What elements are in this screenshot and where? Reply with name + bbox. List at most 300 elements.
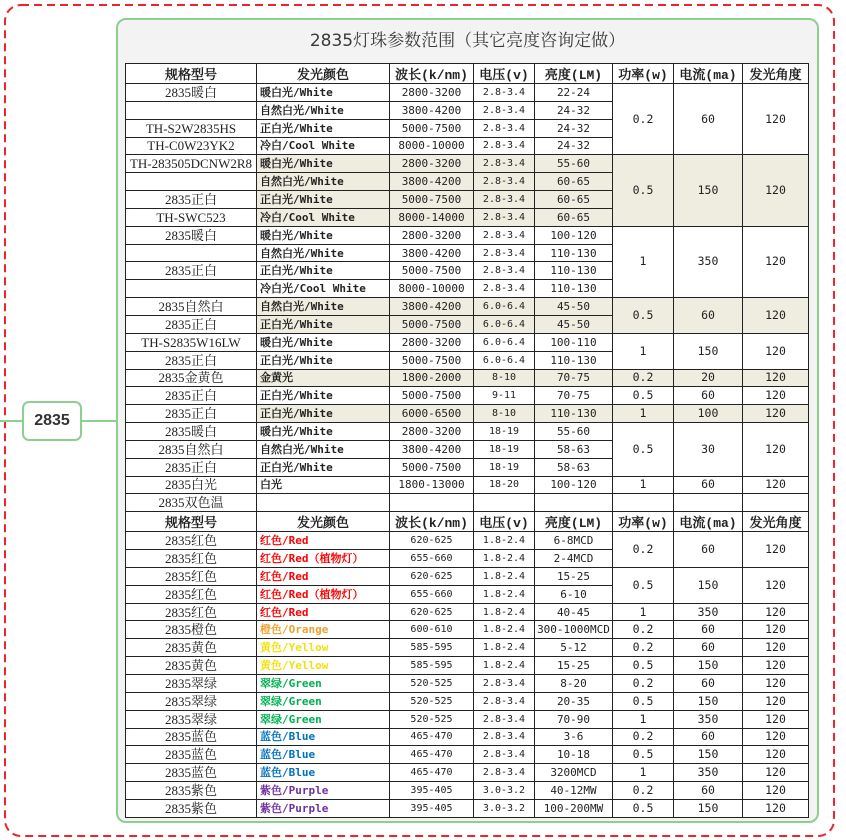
current-cell: 60	[674, 675, 743, 693]
model-cell: 2835蓝色	[126, 764, 257, 782]
model-cell: 2835红色	[126, 550, 257, 568]
power-cell: 0.5	[613, 567, 674, 603]
voltage-cell: 1.8-2.4	[474, 621, 535, 639]
angle-cell: 120	[743, 298, 809, 334]
brightness-cell: 40-12MW	[535, 782, 613, 800]
brightness-cell: 110-130	[535, 405, 613, 423]
color-cell: 黄色/Yellow	[257, 639, 390, 657]
current-cell: 60	[674, 532, 743, 568]
brightness-cell: 15-25	[535, 657, 613, 675]
power-cell: 0.2	[613, 728, 674, 746]
power-cell: 0.5	[613, 746, 674, 764]
brightness-cell: 100-110	[535, 333, 613, 351]
model-cell: 2835翠绿	[126, 710, 257, 728]
color-cell: 正白光/White	[257, 119, 390, 137]
color-cell: 紫色/Purple	[257, 799, 390, 817]
voltage-cell: 18-19	[474, 458, 535, 476]
table-row	[126, 423, 809, 441]
angle-cell: 120	[743, 476, 809, 494]
current-cell: 60	[674, 621, 743, 639]
wavelength-cell: 2800-3200	[390, 333, 474, 351]
model-cell: TH-S2W2835HS	[126, 119, 257, 137]
color-cell: 翠绿/Green	[257, 692, 390, 710]
color-cell: 蓝色/Blue	[257, 728, 390, 746]
brightness-cell: 100-200MW	[535, 799, 613, 817]
wavelength-cell	[390, 494, 474, 512]
angle-cell: 120	[743, 226, 809, 297]
table-row	[126, 692, 809, 710]
current-cell: 150	[674, 567, 743, 603]
brightness-cell: 58-63	[535, 458, 613, 476]
current-cell: 60	[674, 476, 743, 494]
wavelength-cell: 620-625	[390, 532, 474, 550]
color-cell: 自然白光/White	[257, 101, 390, 119]
brightness-cell: 110-130	[535, 244, 613, 262]
table-row	[126, 84, 809, 102]
voltage-cell: 6.0-6.4	[474, 298, 535, 316]
model-cell: TH-283505DCNW2R8	[126, 155, 257, 173]
current-cell: 60	[674, 84, 743, 155]
wavelength-cell: 8000-14000	[390, 208, 474, 226]
voltage-cell: 2.8-3.4	[474, 208, 535, 226]
wavelength-cell: 5000-7500	[390, 458, 474, 476]
brightness-cell: 40-45	[535, 603, 613, 621]
current-cell: 350	[674, 603, 743, 621]
color-cell: 正白光/White	[257, 191, 390, 209]
model-cell: 2835蓝色	[126, 728, 257, 746]
table-row	[126, 675, 809, 693]
wavelength-cell: 3800-4200	[390, 244, 474, 262]
model-cell: 2835暖白	[126, 226, 257, 244]
wavelength-cell: 2800-3200	[390, 226, 474, 244]
voltage-cell: 2.8-3.4	[474, 675, 535, 693]
power-cell	[613, 494, 674, 512]
power-cell: 0.2	[613, 621, 674, 639]
wavelength-cell: 655-660	[390, 550, 474, 568]
wavelength-cell: 395-405	[390, 782, 474, 800]
table-row	[126, 764, 809, 782]
angle-cell: 120	[743, 405, 809, 423]
model-cell: 2835红色	[126, 567, 257, 585]
color-cell: 暖白光/White	[257, 423, 390, 441]
voltage-cell: 3.0-3.2	[474, 799, 535, 817]
color-cell: 自然白光/White	[257, 173, 390, 191]
column-header: 电流(ma)	[674, 512, 743, 532]
color-cell	[257, 494, 390, 512]
voltage-cell: 2.8-3.4	[474, 746, 535, 764]
wavelength-cell: 2800-3200	[390, 155, 474, 173]
angle-cell: 120	[743, 369, 809, 387]
brightness-cell: 100-120	[535, 226, 613, 244]
model-cell: 2835蓝色	[126, 746, 257, 764]
model-cell: TH-C0W23YK2	[126, 137, 257, 155]
table-row	[126, 155, 809, 173]
angle-cell: 120	[743, 764, 809, 782]
brightness-cell: 5-12	[535, 639, 613, 657]
model-cell: 2835正白	[126, 458, 257, 476]
angle-cell: 120	[743, 728, 809, 746]
wavelength-cell: 3800-4200	[390, 173, 474, 191]
voltage-cell: 2.8-3.4	[474, 191, 535, 209]
model-cell: 2835橙色	[126, 621, 257, 639]
column-header: 亮度(LM)	[535, 64, 613, 84]
model-cell: 2835暖白	[126, 423, 257, 441]
power-cell: 0.2	[613, 675, 674, 693]
brightness-cell: 60-65	[535, 191, 613, 209]
angle-cell: 120	[743, 675, 809, 693]
model-cell: 2835正白	[126, 405, 257, 423]
wavelength-cell: 520-525	[390, 692, 474, 710]
model-cell: 2835紫色	[126, 799, 257, 817]
color-cell: 冷白光/Cool White	[257, 280, 390, 298]
table-row	[126, 567, 809, 585]
model-cell: 2835正白	[126, 191, 257, 209]
brightness-cell: 22-24	[535, 84, 613, 102]
voltage-cell: 18-20	[474, 476, 535, 494]
voltage-cell: 2.8-3.4	[474, 84, 535, 102]
current-cell: 30	[674, 423, 743, 477]
voltage-cell: 2.8-3.4	[474, 710, 535, 728]
color-cell: 正白光/White	[257, 262, 390, 280]
wavelength-cell: 2800-3200	[390, 423, 474, 441]
power-cell: 0.2	[613, 84, 674, 155]
wavelength-cell: 1800-13000	[390, 476, 474, 494]
power-cell: 0.5	[613, 387, 674, 405]
power-cell: 0.2	[613, 532, 674, 568]
column-header: 波长(k/nm)	[390, 512, 474, 532]
brightness-cell: 60-65	[535, 208, 613, 226]
wavelength-cell: 5000-7500	[390, 191, 474, 209]
table-row	[126, 639, 809, 657]
voltage-cell: 9-11	[474, 387, 535, 405]
column-header: 规格型号	[126, 64, 257, 84]
model-cell	[126, 173, 257, 191]
angle-cell: 120	[743, 746, 809, 764]
color-cell: 白光	[257, 476, 390, 494]
column-header: 发光颜色	[257, 512, 390, 532]
current-cell: 60	[674, 387, 743, 405]
model-cell: 2835双色温	[126, 494, 257, 512]
angle-cell: 120	[743, 621, 809, 639]
power-cell: 1	[613, 226, 674, 297]
voltage-cell: 6.0-6.4	[474, 315, 535, 333]
wavelength-cell: 3800-4200	[390, 298, 474, 316]
voltage-cell: 2.8-3.4	[474, 173, 535, 191]
brightness-cell: 58-63	[535, 440, 613, 458]
table-row	[126, 603, 809, 621]
wavelength-cell: 465-470	[390, 746, 474, 764]
spec-table-body	[126, 64, 809, 818]
color-cell: 自然白光/White	[257, 298, 390, 316]
brightness-cell: 15-25	[535, 567, 613, 585]
wavelength-cell: 465-470	[390, 764, 474, 782]
column-header: 功率(w)	[613, 512, 674, 532]
wavelength-cell: 5000-7500	[390, 351, 474, 369]
wavelength-cell: 8000-10000	[390, 280, 474, 298]
brightness-cell	[535, 494, 613, 512]
voltage-cell: 1.8-2.4	[474, 657, 535, 675]
color-cell: 暖白光/White	[257, 155, 390, 173]
column-header: 电流(ma)	[674, 64, 743, 84]
table-row	[126, 657, 809, 675]
spec-table-topic[interactable]	[116, 18, 819, 823]
model-cell: TH-SWC523	[126, 208, 257, 226]
voltage-cell: 6.0-6.4	[474, 333, 535, 351]
model-cell: 2835暖白	[126, 84, 257, 102]
color-cell: 金黄光	[257, 369, 390, 387]
wavelength-cell: 3800-4200	[390, 440, 474, 458]
power-cell: 0.5	[613, 657, 674, 675]
current-cell: 60	[674, 298, 743, 334]
wavelength-cell: 585-595	[390, 657, 474, 675]
wavelength-cell: 3800-4200	[390, 101, 474, 119]
table-row	[126, 782, 809, 800]
angle-cell: 120	[743, 423, 809, 477]
voltage-cell: 1.8-2.4	[474, 639, 535, 657]
brightness-cell: 10-18	[535, 746, 613, 764]
wavelength-cell: 6000-6500	[390, 405, 474, 423]
power-cell: 0.5	[613, 799, 674, 817]
color-cell: 蓝色/Blue	[257, 746, 390, 764]
color-cell: 正白光/White	[257, 351, 390, 369]
column-header: 波长(k/nm)	[390, 64, 474, 84]
power-cell: 1	[613, 710, 674, 728]
brightness-cell: 110-130	[535, 280, 613, 298]
power-cell: 1	[613, 476, 674, 494]
current-cell: 60	[674, 728, 743, 746]
current-cell: 150	[674, 333, 743, 369]
model-cell: 2835红色	[126, 585, 257, 603]
brightness-cell: 3-6	[535, 728, 613, 746]
wavelength-cell: 8000-10000	[390, 137, 474, 155]
brightness-cell: 110-130	[535, 262, 613, 280]
model-cell: 2835白光	[126, 476, 257, 494]
color-cell: 橙色/Orange	[257, 621, 390, 639]
color-cell: 红色/Red（植物灯）	[257, 550, 390, 568]
brightness-cell: 24-32	[535, 119, 613, 137]
model-cell: TH-S2835W16LW	[126, 333, 257, 351]
color-cell: 自然白光/White	[257, 244, 390, 262]
angle-cell: 120	[743, 603, 809, 621]
angle-cell: 120	[743, 692, 809, 710]
wavelength-cell: 465-470	[390, 728, 474, 746]
current-cell: 150	[674, 657, 743, 675]
voltage-cell: 2.8-3.4	[474, 728, 535, 746]
voltage-cell: 2.8-3.4	[474, 764, 535, 782]
color-cell: 翠绿/Green	[257, 675, 390, 693]
brightness-cell: 6-8MCD	[535, 532, 613, 550]
column-header: 功率(w)	[613, 64, 674, 84]
table-row	[126, 710, 809, 728]
brightness-cell: 24-32	[535, 101, 613, 119]
voltage-cell: 1.8-2.4	[474, 550, 535, 568]
voltage-cell: 1.8-2.4	[474, 585, 535, 603]
current-cell: 150	[674, 692, 743, 710]
column-header: 电压(v)	[474, 64, 535, 84]
voltage-cell: 2.8-3.4	[474, 226, 535, 244]
model-cell: 2835正白	[126, 387, 257, 405]
column-header: 发光角度	[743, 64, 809, 84]
table-row	[126, 746, 809, 764]
color-cell: 正白光/White	[257, 387, 390, 405]
brightness-cell: 55-60	[535, 155, 613, 173]
current-cell	[674, 494, 743, 512]
current-cell: 60	[674, 639, 743, 657]
brightness-cell: 55-60	[535, 423, 613, 441]
angle-cell: 120	[743, 333, 809, 369]
color-cell: 红色/Red	[257, 567, 390, 585]
color-cell: 红色/Red	[257, 532, 390, 550]
topic-label: 2835	[34, 412, 70, 429]
power-cell: 1	[613, 764, 674, 782]
brightness-cell: 70-75	[535, 369, 613, 387]
model-cell: 2835黄色	[126, 639, 257, 657]
wavelength-cell: 600-610	[390, 621, 474, 639]
angle-cell: 120	[743, 387, 809, 405]
voltage-cell: 6.0-6.4	[474, 351, 535, 369]
model-cell: 2835红色	[126, 532, 257, 550]
angle-cell: 120	[743, 155, 809, 226]
angle-cell: 120	[743, 567, 809, 603]
brightness-cell: 300-1000MCD	[535, 621, 613, 639]
brightness-cell: 3200MCD	[535, 764, 613, 782]
current-cell: 150	[674, 155, 743, 226]
table-row	[126, 532, 809, 550]
wavelength-cell: 620-625	[390, 603, 474, 621]
model-cell	[126, 101, 257, 119]
voltage-cell: 8-10	[474, 405, 535, 423]
color-cell: 暖白光/White	[257, 84, 390, 102]
table-row	[126, 226, 809, 244]
voltage-cell: 2.8-3.4	[474, 692, 535, 710]
model-cell: 2835翠绿	[126, 675, 257, 693]
color-cell: 冷白/Cool White	[257, 208, 390, 226]
table-row	[126, 799, 809, 817]
brightness-cell: 70-75	[535, 387, 613, 405]
wavelength-cell: 585-595	[390, 639, 474, 657]
color-cell: 黄色/Yellow	[257, 657, 390, 675]
voltage-cell: 2.8-3.4	[474, 155, 535, 173]
column-header: 亮度(LM)	[535, 512, 613, 532]
wavelength-cell: 620-625	[390, 567, 474, 585]
model-cell: 2835红色	[126, 603, 257, 621]
color-cell: 正白光/White	[257, 315, 390, 333]
model-cell: 2835黄色	[126, 657, 257, 675]
current-cell: 350	[674, 764, 743, 782]
wavelength-cell: 520-525	[390, 710, 474, 728]
color-cell: 红色/Red（植物灯）	[257, 585, 390, 603]
power-cell: 0.2	[613, 639, 674, 657]
table-row	[126, 621, 809, 639]
power-cell: 0.5	[613, 692, 674, 710]
brightness-cell: 24-32	[535, 137, 613, 155]
wavelength-cell: 520-525	[390, 675, 474, 693]
spec-table	[125, 63, 809, 818]
power-cell: 1	[613, 603, 674, 621]
table-row	[126, 298, 809, 316]
brightness-cell: 20-35	[535, 692, 613, 710]
topic-node-2835[interactable]	[22, 401, 82, 441]
brightness-cell: 45-50	[535, 315, 613, 333]
color-cell: 冷白/Cool White	[257, 137, 390, 155]
color-cell: 暖白光/White	[257, 226, 390, 244]
voltage-cell: 2.8-3.4	[474, 119, 535, 137]
current-cell: 350	[674, 710, 743, 728]
brightness-cell: 8-20	[535, 675, 613, 693]
current-cell: 100	[674, 405, 743, 423]
table-row	[126, 369, 809, 387]
color-cell: 翠绿/Green	[257, 710, 390, 728]
table-row	[126, 494, 809, 512]
angle-cell: 120	[743, 799, 809, 817]
angle-cell	[743, 494, 809, 512]
model-cell: 2835正白	[126, 351, 257, 369]
color-cell: 红色/Red	[257, 603, 390, 621]
power-cell: 0.5	[613, 298, 674, 334]
brightness-cell: 60-65	[535, 173, 613, 191]
angle-cell: 120	[743, 532, 809, 568]
table-header-row	[126, 512, 809, 532]
angle-cell: 120	[743, 782, 809, 800]
wavelength-cell: 5000-7500	[390, 262, 474, 280]
color-cell: 蓝色/Blue	[257, 764, 390, 782]
voltage-cell: 2.8-3.4	[474, 137, 535, 155]
column-header: 电压(v)	[474, 512, 535, 532]
model-cell	[126, 280, 257, 298]
voltage-cell: 18-19	[474, 440, 535, 458]
voltage-cell	[474, 494, 535, 512]
voltage-cell: 1.8-2.4	[474, 532, 535, 550]
table-header-row	[126, 64, 809, 84]
angle-cell: 120	[743, 657, 809, 675]
wavelength-cell: 1800-2000	[390, 369, 474, 387]
brightness-cell: 45-50	[535, 298, 613, 316]
brightness-cell: 70-90	[535, 710, 613, 728]
column-header: 发光颜色	[257, 64, 390, 84]
current-cell: 350	[674, 226, 743, 297]
wavelength-cell: 395-405	[390, 799, 474, 817]
angle-cell: 120	[743, 710, 809, 728]
color-cell: 紫色/Purple	[257, 782, 390, 800]
power-cell: 0.2	[613, 369, 674, 387]
current-cell: 20	[674, 369, 743, 387]
voltage-cell: 1.8-2.4	[474, 567, 535, 585]
voltage-cell: 2.8-3.4	[474, 244, 535, 262]
wavelength-cell: 655-660	[390, 585, 474, 603]
power-cell: 0.5	[613, 155, 674, 226]
column-header: 发光角度	[743, 512, 809, 532]
brightness-cell: 100-120	[535, 476, 613, 494]
power-cell: 0.2	[613, 782, 674, 800]
angle-cell: 120	[743, 639, 809, 657]
model-cell: 2835金黄色	[126, 369, 257, 387]
wavelength-cell: 5000-7500	[390, 387, 474, 405]
model-cell: 2835自然白	[126, 298, 257, 316]
model-cell: 2835正白	[126, 315, 257, 333]
current-cell: 150	[674, 799, 743, 817]
color-cell: 自然白光/White	[257, 440, 390, 458]
table-row	[126, 476, 809, 494]
column-header: 规格型号	[126, 512, 257, 532]
voltage-cell: 2.8-3.4	[474, 280, 535, 298]
angle-cell: 120	[743, 84, 809, 155]
model-cell	[126, 244, 257, 262]
table-row	[126, 405, 809, 423]
voltage-cell: 1.8-2.4	[474, 603, 535, 621]
current-cell: 150	[674, 746, 743, 764]
color-cell: 正白光/White	[257, 405, 390, 423]
wavelength-cell: 5000-7500	[390, 119, 474, 137]
